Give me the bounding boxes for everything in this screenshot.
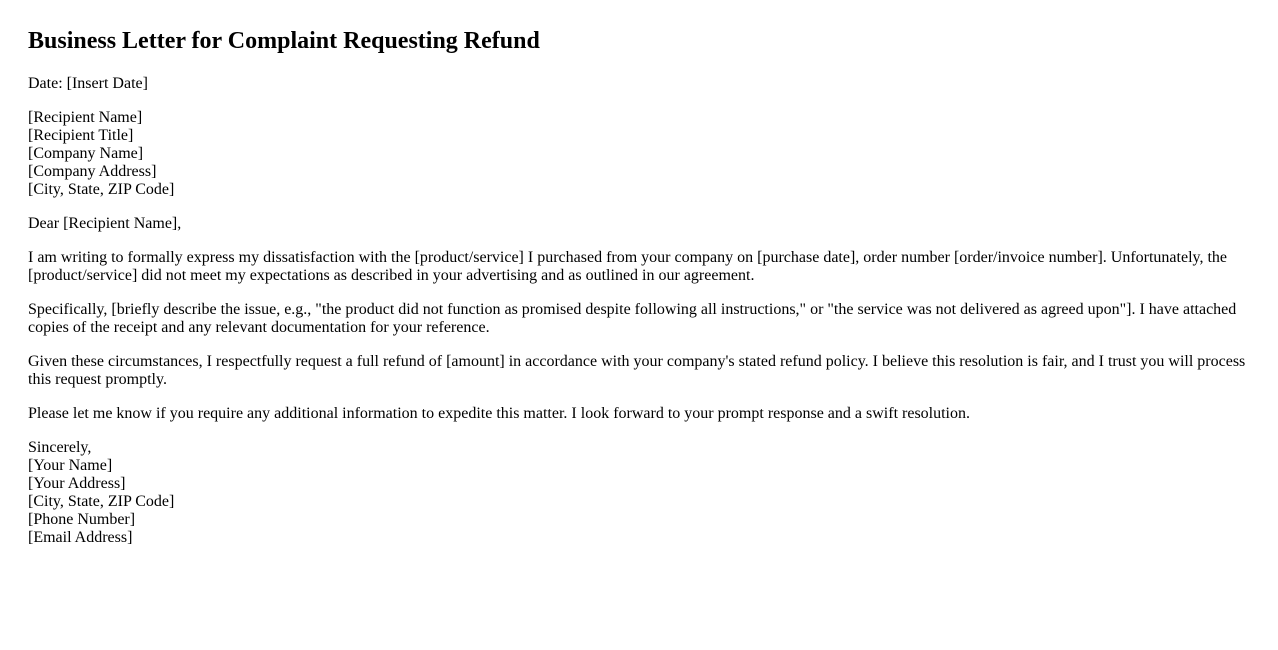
recipient-name: [Recipient Name] [28,109,143,126]
body-paragraph-2: Specifically, [briefly describe the issue, e.g., "the product did not function as promised despite following all instructions," or "the service was not delivered as agreed upon"]. I have attached copies of the receipt and any relevant documentation for your reference. [28,301,1237,336]
sender-phone: [Phone Number] [28,511,136,528]
sender-address: [Your Address] [28,475,126,492]
recipient-title: [Recipient Title] [28,127,134,144]
date-line: Date: [Insert Date] [28,75,148,92]
recipient-city-state-zip: [City, State, ZIP Code] [28,181,175,198]
letter-title: Business Letter for Complaint Requesting Refund [28,28,540,54]
sender-name: [Your Name] [28,457,113,474]
recipient-address: [Company Address] [28,163,157,180]
body-paragraph-3: Given these circumstances, I respectfully request a full refund of [amount] in accordance with your company's stated refund policy. I believe this resolution is fair, and I trust you will process this request promptly. [28,353,1246,388]
recipient-block [28,109,1250,199]
salutation: Dear [Recipient Name], [28,215,182,232]
sender-email: [Email Address] [28,529,133,546]
recipient-company: [Company Name] [28,145,144,162]
closing: Sincerely, [28,439,92,456]
body-paragraph-4: Please let me know if you require any additional information to expedite this matter. I look forward to your prompt response and a swift resolution. [28,405,970,422]
signature-block [28,439,1250,547]
body-paragraph-1: I am writing to formally express my dissatisfaction with the [product/service] I purchased from your company on [purchase date], order number [order/invoice number]. Unfortunately, the [product/service] did not meet my expectations as described in your advertising and as outlined in our agreement. [28,249,1228,284]
sender-city-state-zip: [City, State, ZIP Code] [28,493,175,510]
